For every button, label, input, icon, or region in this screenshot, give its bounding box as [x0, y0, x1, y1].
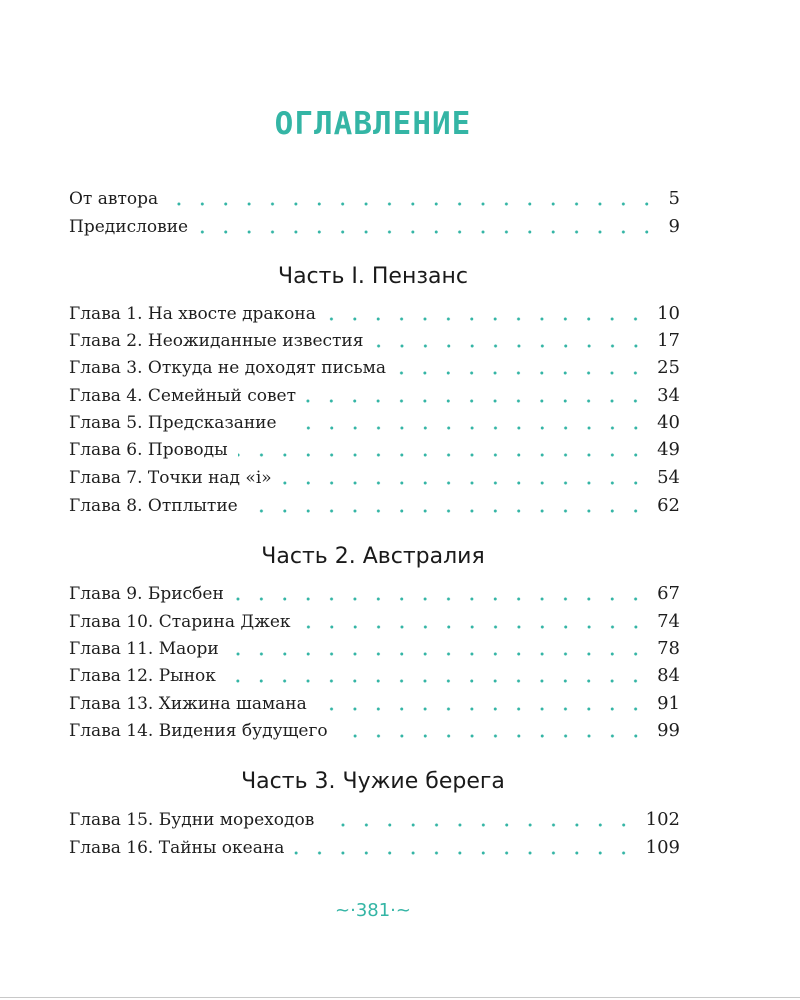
toc-entry-label: Глава 9. Брисбен: [69, 584, 224, 604]
toc-entry-page: 109: [645, 837, 680, 858]
toc-entry-label: Глава 10. Старина Джек: [69, 612, 291, 632]
dot-leader: [338, 734, 647, 738]
dot-leader: [282, 481, 647, 485]
dot-leader: [287, 426, 648, 430]
toc-entry-label: Глава 2. Неожиданные известия: [69, 331, 364, 351]
toc-entry-chapter-9[interactable]: [69, 578, 680, 604]
dot-leader: [294, 851, 635, 855]
toc-entry-page: 91: [657, 693, 680, 714]
toc-entry-chapter-16[interactable]: [69, 832, 680, 858]
toc-entry-chapter-15[interactable]: [69, 804, 680, 830]
toc-title: ОГЛАВЛЕНИЕ: [274, 106, 472, 142]
toc-entry-label: Глава 4. Семейный совет: [69, 386, 296, 406]
toc-entry-label: Глава 11. Маори: [69, 639, 219, 659]
dot-leader: [238, 453, 647, 457]
toc-entry-page: 84: [657, 665, 680, 686]
dot-leader: [317, 707, 647, 711]
dot-leader: [324, 823, 635, 827]
toc-entry-label: Глава 12. Рынок: [69, 666, 216, 686]
part-heading-1: Часть I. Пензанс: [277, 264, 469, 289]
dot-leader: [374, 344, 648, 348]
toc-entry-label: Глава 1. На хвосте дракона: [69, 304, 316, 324]
dot-leader: [396, 371, 647, 375]
toc-entry-label: Глава 13. Хижина шамана: [69, 694, 307, 714]
toc-entry-chapter-8[interactable]: [69, 490, 680, 516]
toc-entry-page: 5: [668, 188, 680, 209]
dot-leader: [248, 509, 647, 513]
dot-leader: [306, 399, 647, 403]
toc-entry-label: Глава 14. Видения будущего: [69, 721, 328, 741]
toc-entry-chapter-12[interactable]: [69, 660, 680, 686]
dot-leader: [229, 652, 647, 656]
toc-entry-label: Глава 5. Предсказание: [69, 413, 277, 433]
toc-entry-page: 102: [645, 809, 680, 830]
toc-entry-page: 99: [657, 720, 680, 741]
toc-entry-page: 40: [657, 412, 680, 433]
toc-entry-chapter-10[interactable]: [69, 606, 680, 632]
toc-entry-author-note[interactable]: [69, 183, 680, 209]
toc-entry-label: Глава 7. Точки над «і»: [69, 468, 272, 488]
toc-entry-page: 49: [657, 439, 680, 460]
toc-entry-chapter-13[interactable]: [69, 688, 680, 714]
toc-entry-label: Предисловие: [69, 217, 189, 237]
page-number: ~·381·~: [335, 900, 411, 921]
toc-entry-label: Глава 6. Проводы: [69, 440, 228, 460]
part-heading-3: Часть 3. Чужие берега: [241, 769, 505, 794]
dot-leader: [226, 679, 647, 683]
toc-entry-label: От автора: [69, 189, 159, 209]
toc-entry-label: Глава 16. Тайны океана: [69, 838, 285, 858]
toc-entry-chapter-6[interactable]: [69, 434, 680, 460]
page-bottom-edge: [0, 997, 800, 998]
toc-entry-page: 62: [657, 495, 680, 516]
toc-entry-page: 54: [657, 467, 680, 488]
toc-entry-page: 78: [657, 638, 680, 659]
dot-leader: [234, 597, 647, 601]
toc-entry-page: 25: [657, 357, 680, 378]
toc-entry-page: 74: [657, 611, 680, 632]
toc-entry-chapter-7[interactable]: [69, 462, 680, 488]
toc-entry-chapter-4[interactable]: [69, 380, 680, 406]
toc-entry-chapter-5[interactable]: [69, 407, 680, 433]
dot-leader: [168, 202, 658, 206]
toc-entry-chapter-14[interactable]: [69, 715, 680, 741]
toc-entry-page: 34: [657, 385, 680, 406]
toc-entry-label: Глава 3. Откуда не доходят письма: [69, 358, 387, 378]
toc-entry-page: 67: [657, 583, 680, 604]
dot-leader: [326, 317, 647, 321]
part-heading-2: Часть 2. Австралия: [261, 544, 485, 569]
toc-entry-preface[interactable]: [69, 211, 680, 237]
toc-entry-page: 10: [657, 303, 680, 324]
toc-entry-label: Глава 8. Отплытие: [69, 496, 238, 516]
toc-entry-chapter-1[interactable]: [69, 298, 680, 324]
dot-leader: [198, 230, 658, 234]
toc-entry-chapter-11[interactable]: [69, 633, 680, 659]
toc-entry-chapter-2[interactable]: [69, 325, 680, 351]
toc-entry-page: 17: [657, 330, 680, 351]
toc-entry-chapter-3[interactable]: [69, 352, 680, 378]
dot-leader: [301, 625, 648, 629]
toc-entry-page: 9: [668, 216, 680, 237]
toc-entry-label: Глава 15. Будни мореходов: [69, 810, 315, 830]
